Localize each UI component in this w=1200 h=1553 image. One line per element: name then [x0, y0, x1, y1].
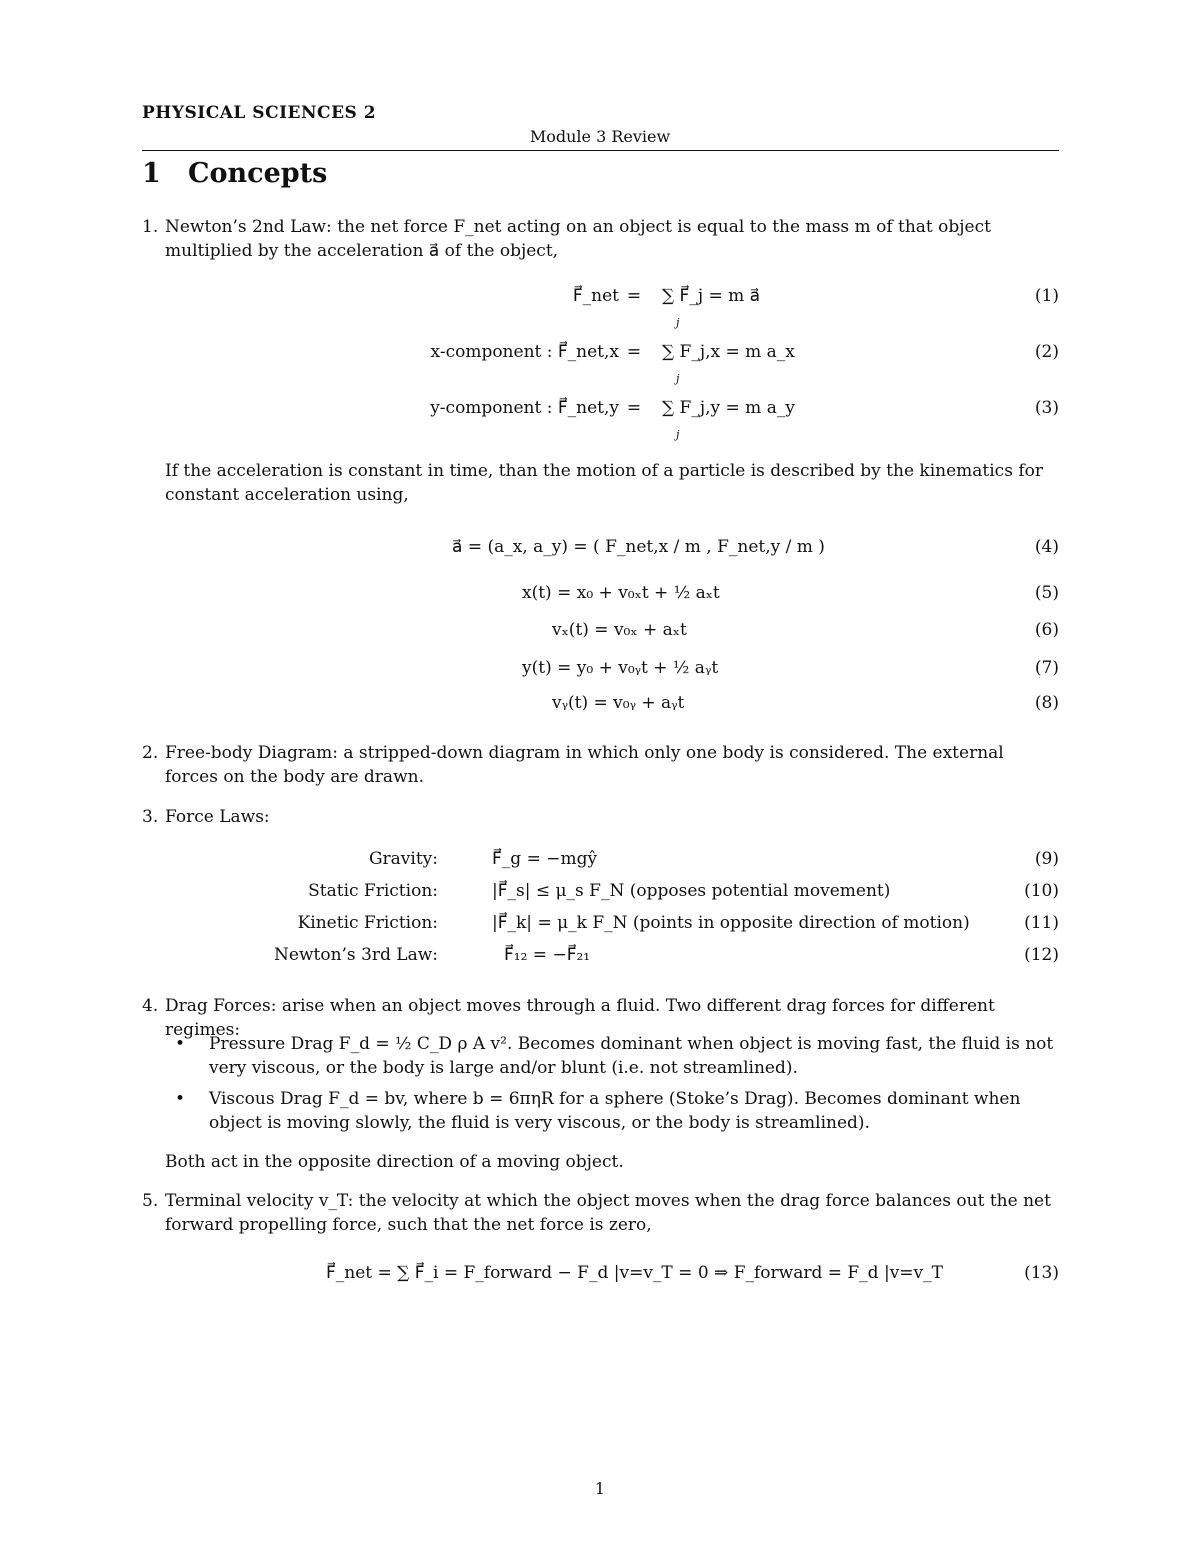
- equation-relation: =: [626, 342, 642, 362]
- course-title: PHYSICAL SCIENCES 2: [142, 103, 377, 123]
- item-number: 5.: [142, 1191, 159, 1211]
- equation-rhs: ∑ F_j,y = m a_y: [662, 398, 795, 418]
- equation-number: (3): [1034, 398, 1059, 418]
- equation-8: [142, 692, 1059, 718]
- equation-number: (2): [1034, 342, 1059, 362]
- equation-expr: F⃗_net = ∑ F⃗_i = F_forward − F_d |v=v_T = 0 ⇒ F_forward = F_d |v=v_T: [326, 1263, 943, 1283]
- item-text: Terminal velocity v_T: the velocity at which the object moves when the drag force balances out the net forward propelling force, such that the net force is zero,: [165, 1191, 1051, 1235]
- bullet-icon: •: [175, 1034, 186, 1054]
- equation-expr: a⃗ = (a_x, a_y) = ( F_net,x / m , F_net,y / m ): [452, 537, 825, 557]
- equation-expr: vᵧ(t) = v₀ᵧ + aᵧt: [552, 693, 685, 713]
- bullet-text: Pressure Drag F_d = ½ C_D ρ A v². Becomes dominant when object is moving fast, the fluid is not very viscous, or the body is large and/or blunt (i.e. not streamlined).: [209, 1034, 1054, 1078]
- list-item-2: [142, 742, 1059, 790]
- equation-9: [142, 848, 1059, 874]
- section-heading: [142, 155, 327, 193]
- header-rule: [142, 150, 1059, 151]
- equation-number: (6): [1034, 620, 1059, 640]
- equation-12: [142, 944, 1059, 970]
- force-law-label: Newton’s 3rd Law:: [274, 945, 438, 965]
- equation-rhs: ∑ F⃗_j = m a⃗: [662, 286, 761, 306]
- force-law-expr: |F⃗_s| ≤ μ_s F_N (opposes potential movement): [492, 881, 891, 901]
- list-item-3: [142, 806, 1059, 830]
- force-law-expr: F⃗_g = −mgŷ: [492, 849, 598, 869]
- equation-number: (8): [1034, 693, 1059, 713]
- equation-lhs: F⃗_net: [572, 286, 619, 306]
- item-text: Newton’s 2nd Law: the net force F_net acting on an object is equal to the mass m of that object multiplied by the acceleration a⃗ of the object,: [165, 217, 991, 261]
- equation-number: (7): [1034, 658, 1059, 678]
- equation-1: [142, 285, 1059, 329]
- item-number: 3.: [142, 807, 159, 827]
- equation-4: [142, 536, 1059, 562]
- force-law-label: Gravity:: [368, 849, 438, 869]
- equation-7: [142, 657, 1059, 683]
- sum-index: j: [676, 372, 680, 385]
- kinematics-intro: If the acceleration is constant in time, than the motion of a particle is described by the kinematics for constant acceleration using,: [165, 461, 1043, 505]
- equation-6: [142, 619, 1059, 645]
- force-law-expr: |F⃗_k| = μ_k F_N (points in opposite direction of motion): [492, 913, 970, 933]
- item-number: 2.: [142, 743, 159, 763]
- equation-expr: x(t) = x₀ + v₀ₓt + ½ aₓt: [522, 583, 720, 603]
- force-law-label: Static Friction:: [308, 881, 438, 901]
- equation-number: (13): [1024, 1263, 1059, 1283]
- equation-relation: =: [626, 398, 642, 418]
- equation-5: [142, 582, 1059, 608]
- item-text: Force Laws:: [165, 807, 270, 827]
- equation-2: [142, 341, 1059, 385]
- equation-expr: vₓ(t) = v₀ₓ + aₓt: [552, 620, 687, 640]
- equation-13: [142, 1262, 1059, 1288]
- item-number: 1.: [142, 217, 159, 237]
- equation-relation: =: [626, 286, 642, 306]
- equation-number: (10): [1024, 881, 1059, 901]
- force-law-label: Kinetic Friction:: [297, 913, 438, 933]
- item-text: Free-body Diagram: a stripped-down diagram in which only one body is considered. The external forces on the body are drawn.: [165, 743, 1004, 787]
- section-title: Concepts: [188, 158, 328, 189]
- equation-lhs: x-component : F⃗_net,x: [430, 342, 619, 362]
- bullet-icon: •: [175, 1089, 186, 1109]
- page-number: 1: [594, 1479, 606, 1498]
- equation-expr: y(t) = y₀ + v₀ᵧt + ½ aᵧt: [522, 658, 719, 678]
- item-text: Drag Forces: arise when an object moves through a fluid. Two different drag forces for different regimes:: [165, 996, 995, 1040]
- equation-number: (5): [1034, 583, 1059, 603]
- equation-11: [142, 912, 1059, 938]
- equation-number: (9): [1034, 849, 1059, 869]
- bullet-item: [175, 1033, 1059, 1081]
- force-law-expr: F⃗₁₂ = −F⃗₂₁: [504, 945, 591, 965]
- section-number: 1: [142, 158, 161, 189]
- equation-10: [142, 880, 1059, 906]
- equation-number: (12): [1024, 945, 1059, 965]
- equation-3: [142, 397, 1059, 441]
- bullet-item: [175, 1088, 1059, 1136]
- equation-number: (1): [1034, 286, 1059, 306]
- item-number: 4.: [142, 996, 159, 1016]
- sum-index: j: [676, 316, 680, 329]
- bullet-text: Viscous Drag F_d = bv, where b = 6πηR for a sphere (Stoke’s Drag). Becomes dominant when object is moving slowly, the fluid is very viscous, or the body is streamlined).: [209, 1089, 1021, 1133]
- drag-summary: Both act in the opposite direction of a moving object.: [165, 1152, 624, 1172]
- equation-number: (4): [1034, 537, 1059, 557]
- equation-number: (11): [1024, 913, 1059, 933]
- equation-lhs: y-component : F⃗_net,y: [430, 398, 619, 418]
- equation-rhs: ∑ F_j,x = m a_x: [662, 342, 795, 362]
- list-item-5: [142, 1190, 1059, 1238]
- module-title: Module 3 Review: [529, 127, 671, 146]
- list-item-1: [142, 216, 1059, 264]
- sum-index: j: [676, 428, 680, 441]
